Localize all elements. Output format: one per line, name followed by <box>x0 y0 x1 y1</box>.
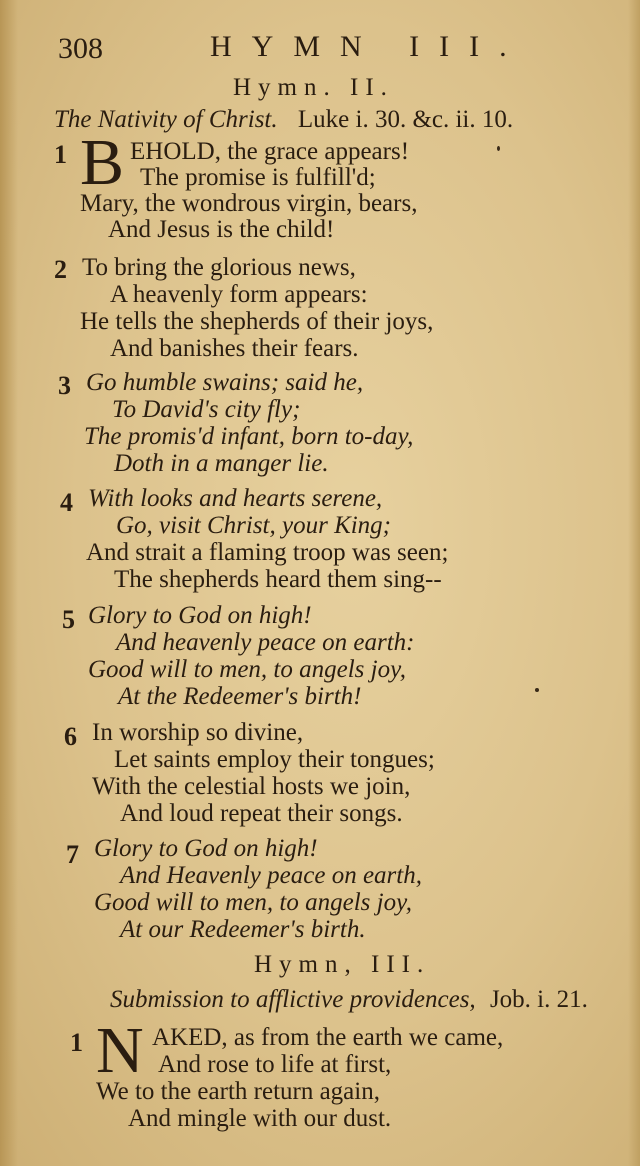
verse-line: And banishes their fears. <box>110 335 359 362</box>
verse-line: And strait a flaming troop was seen; <box>86 539 449 566</box>
verse-line: The shepherds heard them sing-- <box>114 566 442 593</box>
verse-line: He tells the shepherds of their joys, <box>80 308 434 335</box>
hymn-3-heading: Hymn, III. <box>254 951 431 978</box>
verse-line: To bring the glorious news, <box>82 254 356 281</box>
verse-line: A heavenly form appears: <box>110 281 368 308</box>
verse-line: Glory to God on high! <box>94 835 318 862</box>
verse-line: Go, visit Christ, your King; <box>116 512 392 539</box>
running-head: HYMN III. <box>210 30 527 63</box>
verse-line: And rose to life at first, <box>158 1051 392 1078</box>
hymn-2-subtitle-title: The Nativity of Christ. <box>54 106 278 133</box>
verse-line: Mary, the wondrous virgin, bears, <box>80 190 418 217</box>
verse-number: 2 <box>54 255 67 284</box>
verse-line: Let saints employ their tongues; <box>114 746 435 773</box>
hymn-2-heading: Hymn. II. <box>233 74 394 101</box>
verse-line: And heavenly peace on earth: <box>116 629 415 656</box>
page-header <box>0 28 640 68</box>
verse-number: 7 <box>66 840 79 869</box>
verse-line: In worship so divine, <box>92 719 304 746</box>
drop-cap: B <box>80 126 125 199</box>
verse-line: EHOLD, the grace appears! <box>130 138 410 165</box>
verse-line: And loud repeat their songs. <box>120 800 403 827</box>
verse-line: AKED, as from the earth we came, <box>152 1024 504 1051</box>
verse-line: Go humble swains; said he, <box>86 369 364 396</box>
verse-line: The promis'd infant, born to-day, <box>84 423 414 450</box>
verse-line: Good will to men, to angels joy, <box>88 656 407 683</box>
verse-line: Glory to God on high! <box>88 602 312 629</box>
page-edge-shadow-left <box>0 0 18 1166</box>
drop-cap: N <box>96 1014 144 1087</box>
verse-line: With the celestial hosts we join, <box>92 773 411 800</box>
hymn-3-scripture-reference: Job. i. 21. <box>489 986 588 1013</box>
verse-number: 4 <box>60 488 73 517</box>
verse-number: 3 <box>58 371 71 400</box>
ink-speck <box>535 688 539 692</box>
verse-line: Doth in a manger lie. <box>114 450 329 477</box>
verse-number: 1 <box>70 1028 83 1057</box>
verse-line: Good will to men, to angels joy, <box>94 889 413 916</box>
verse-line: And Jesus is the child! <box>108 216 335 243</box>
hymn-3-subtitle-title: Submission to afflictive providences, <box>110 986 476 1013</box>
ink-speck <box>497 146 500 151</box>
verse-line: To David's city fly; <box>112 396 301 423</box>
verse-line: With looks and hearts serene, <box>88 485 383 512</box>
hymn-3-subtitle <box>110 986 588 1014</box>
verse-line: The promise is fulfill'd; <box>140 164 376 191</box>
verse-line: And mingle with our dust. <box>128 1105 392 1132</box>
verse-line: We to the earth return again, <box>96 1078 380 1105</box>
verse-number: 5 <box>62 605 75 634</box>
verse-line: At the Redeemer's birth! <box>118 683 362 710</box>
verse-number: 6 <box>64 722 77 751</box>
verse-line: And Heavenly peace on earth, <box>120 862 422 889</box>
page-edge-shadow-right <box>628 0 640 1166</box>
hymn-2-scripture-reference: Luke i. 30. &c. ii. 10. <box>297 106 514 133</box>
verse-line: At our Redeemer's birth. <box>120 916 366 943</box>
verse-number: 1 <box>54 140 67 169</box>
page-number: 308 <box>58 32 103 65</box>
